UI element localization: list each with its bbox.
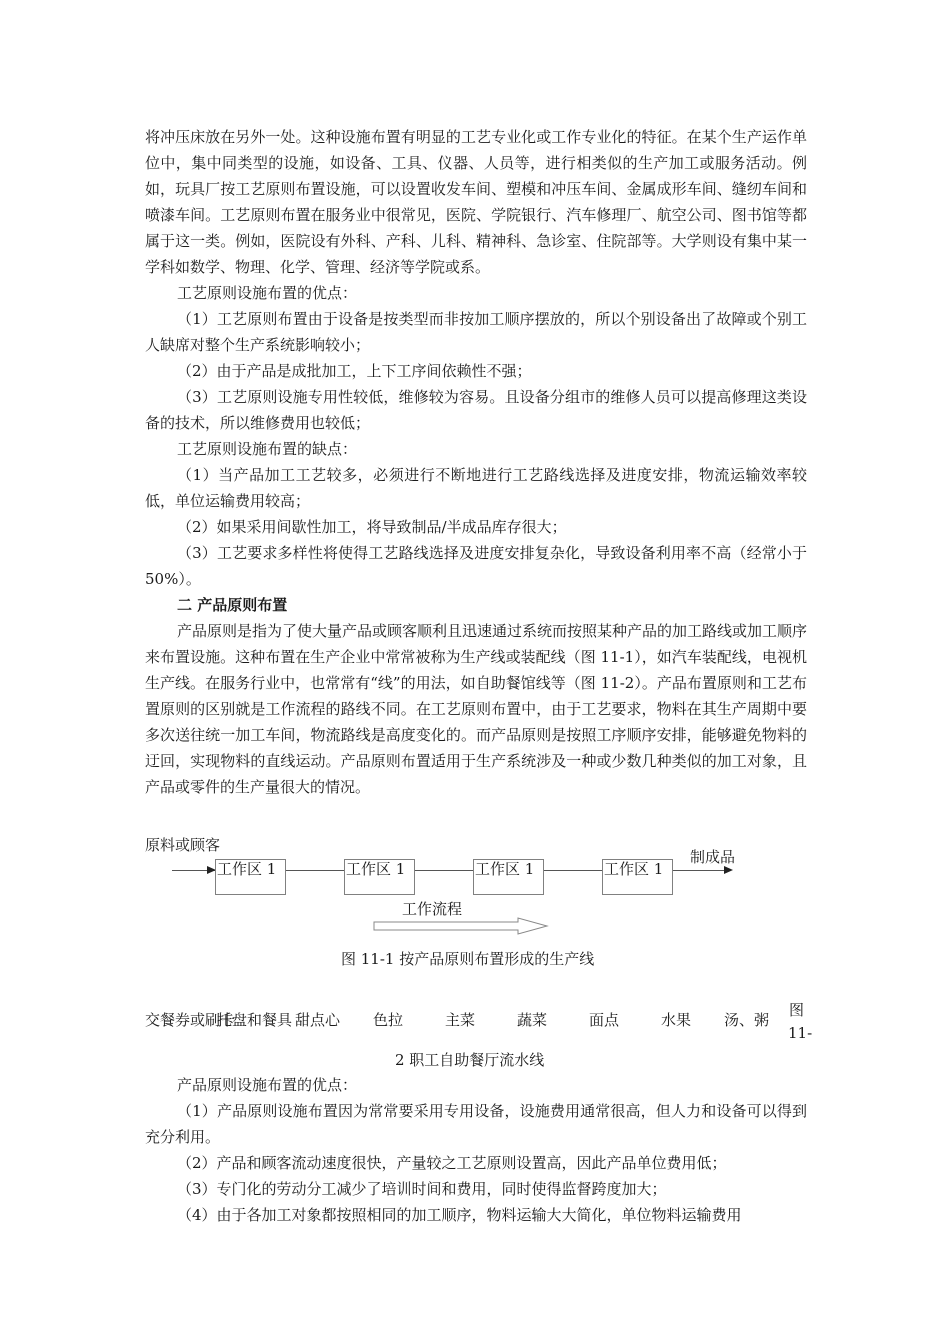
- process-disadvantage-1: （1）当产品加工工艺较多，必须进行不断地进行工艺路线选择及进度安排，物流运输效率较低，单位运输费用较高；: [145, 466, 807, 510]
- station-soup: 汤、粥: [724, 1011, 770, 1029]
- process-advantage-1: （1）工艺原则布置由于设备是按类型而非按加工顺序摆放的，所以个别设备出了故障或个别工人缺席对整个生产系统影响较小；: [145, 310, 807, 354]
- flow-direction-arrow: [373, 916, 549, 936]
- flow-line-out: [673, 870, 727, 871]
- flow-line-3: [415, 870, 475, 871]
- output-label: 制成品: [690, 848, 736, 866]
- product-advantage-1: （1）产品原则设施布置因为常常要采用专用设备，设施费用通常很高，但人力和设备可以得到充分利用。: [145, 1102, 807, 1146]
- paragraph-process-layout: 将冲压床放在另外一处。这种设施布置有明显的工艺专业化或工作专业化的特征。在某个生产运作单位中，集中同类型的设施，如设备、工具、仪器、人员等，进行相类似的生产加工或服务活动。例如，玩具厂按工艺原则布置设施，可以设置收发车间、塑模和冲压车间、金属成形车间、缝纫车间和喷漆车间。工艺原则布置在服务业中很常见，医院、学院银行、汽车修理厂、航空公司、图书馆等都属于这一类。例如，医院设有外科、产科、儿科、精神科、急诊室、住院部等。大学则设有集中某一学科如数学、物理、化学、管理、经济等学院或系。: [145, 128, 807, 276]
- figure-2-caption-part2: 11-: [788, 1024, 813, 1042]
- flow-label: 工作流程: [402, 900, 463, 918]
- figure-1-caption: 图 11-1 按产品原则布置形成的生产线: [341, 950, 595, 968]
- station-salad: 色拉: [373, 1011, 404, 1029]
- product-advantages-title: 产品原则设施布置的优点：: [177, 1076, 358, 1094]
- station-tray: 托盘和餐具: [217, 1011, 293, 1029]
- upper-text-block: [145, 124, 807, 800]
- output-arrowhead: [724, 866, 733, 874]
- lower-text-block: [145, 1072, 807, 1228]
- station-main-dish: 主菜: [445, 1011, 476, 1029]
- product-advantage-3: （3）专门化的劳动分工减少了培训时间和费用，同时使得监督跨度加大；: [177, 1180, 667, 1198]
- station-fruit: 水果: [661, 1011, 692, 1029]
- station-ticket: 交餐券或刷卡: [145, 1011, 236, 1029]
- input-label: 原料或顾客: [145, 836, 221, 854]
- figure-2-caption-part3: 2 职工自助餐厅流水线: [395, 1051, 545, 1069]
- process-disadvantage-3: （3）工艺要求多样性将使得工艺路线选择及进度安排复杂化，导致设备利用率不高（经常小于 50%）。: [145, 544, 807, 588]
- station-dessert: 甜点心: [295, 1011, 341, 1029]
- work-area-box-2: 工作区 1: [344, 859, 415, 895]
- product-advantage-2: （2）产品和顾客流动速度很快，产量较之工艺原则设置高，因此产品单位费用低；: [177, 1154, 727, 1172]
- figure-2-caption-part1: 图: [789, 1001, 805, 1019]
- work-area-box-1: 工作区 1: [215, 859, 286, 895]
- process-advantage-2: （2）由于产品是成批加工，上下工序间依赖性不强；: [177, 362, 532, 380]
- flow-line-4: [544, 870, 604, 871]
- process-advantage-3: （3）工艺原则设施专用性较低，维修较为容易。且设备分组市的维修人员可以提高修理这类设备的技术，所以维修费用也较低；: [145, 388, 807, 432]
- process-disadvantages-title: 工艺原则设施布置的缺点：: [177, 440, 358, 458]
- product-advantage-4: （4）由于各加工对象都按照相同的加工顺序，物料运输大大简化，单位物料运输费用: [177, 1206, 742, 1224]
- section-heading: 二 产品原则布置: [177, 596, 288, 614]
- work-area-box-3: 工作区 1: [473, 859, 544, 895]
- station-pastry: 面点: [589, 1011, 620, 1029]
- process-disadvantage-2: （2）如果采用间歇性加工，将导致制品/半成品库存很大；: [177, 518, 567, 536]
- process-advantages-title: 工艺原则设施布置的优点：: [177, 284, 358, 302]
- work-area-box-4: 工作区 1: [602, 859, 673, 895]
- station-vegetables: 蔬菜: [517, 1011, 548, 1029]
- paragraph-product-layout: 产品原则是指为了使大量产品或顾客顺利且迅速通过系统而按照某种产品的加工路线或加工顺序来布置设施。这种布置在生产企业中常常被称为生产线或装配线（图 11-1），如汽车装配线，电视机生产线。在服务行业中，也常常有“线”的用法，如自助餐馆线等（图 11-2）。产品布置原则和工艺布置原则的区别就是工作流程的路线不同。在工艺原则布置中，由于工艺要求，物料在其生产周期中要多次送往统一加工车间，物流路线是高度变化的。而产品原则是按照工序顺序安排，能够避免物料的迂回，实现物料的直线运动。产品原则布置适用于生产系统涉及一种或少数几种类似的加工对象，且产品或零件的生产量很大的情况。: [145, 622, 808, 796]
- flow-line-2: [286, 870, 346, 871]
